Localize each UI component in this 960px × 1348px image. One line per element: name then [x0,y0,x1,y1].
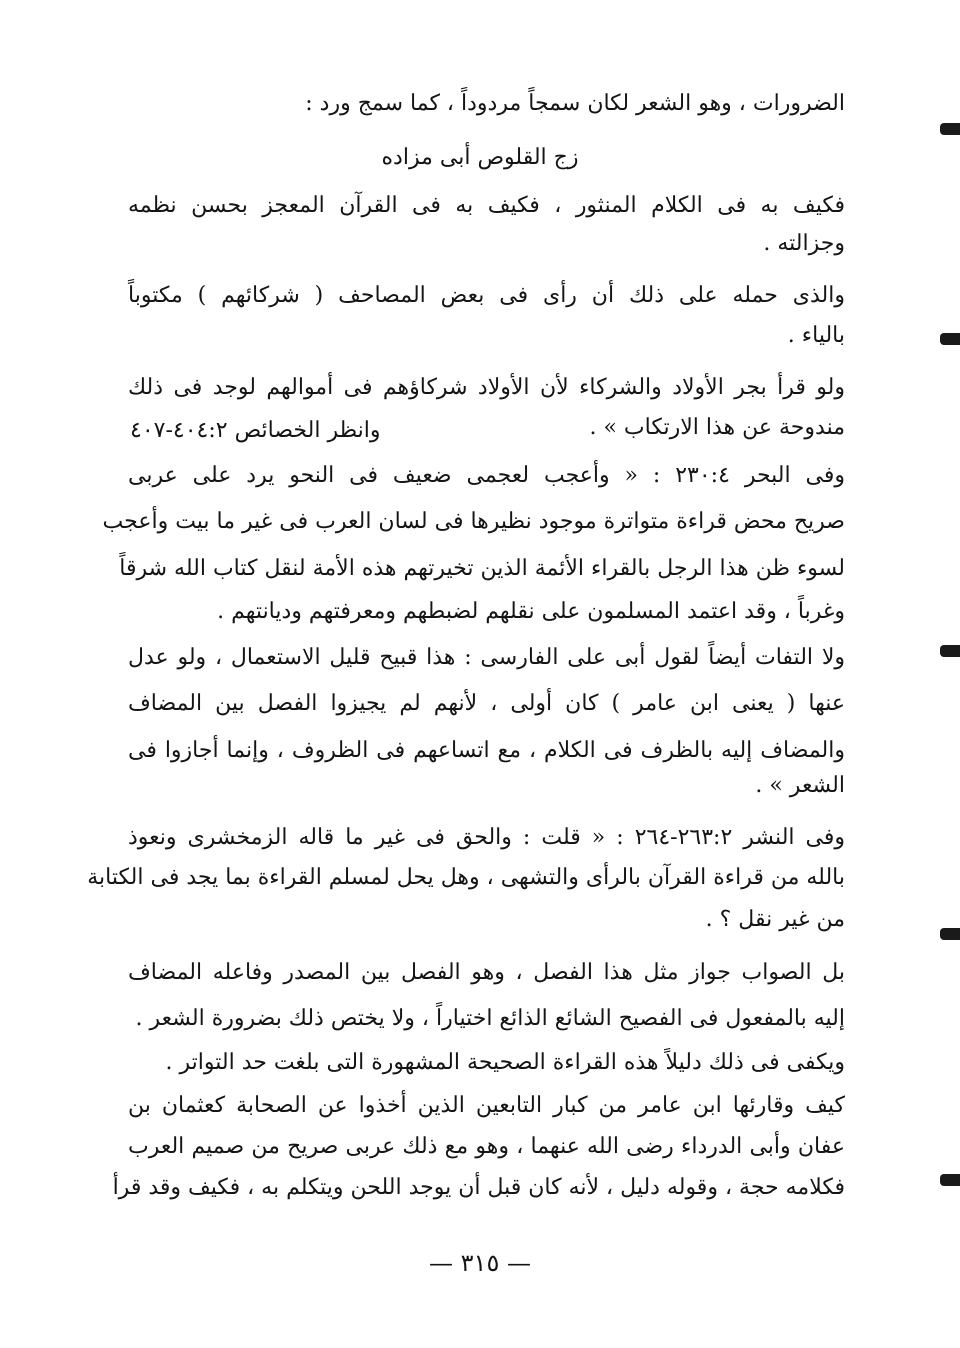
text-line: من غير نقل ؟ . [705,907,845,932]
page-number: — ٣١٥ — [429,1249,531,1277]
text-line: عفان وأبى الدرداء رضى الله عنهما ، وهو مع ذلك عربى صريح من صميم العرب [128,1134,845,1159]
text-line: ويكفى فى ذلك دليلاً هذه القراءة الصحيحة المشهورة التى بلغت حد التواتر . [165,1050,845,1075]
text-line: بل الصواب جواز مثل هذا الفصل ، وهو الفصل بين المصدر وفاعله المضاف [128,960,845,985]
text-line: فكيف به فى الكلام المنثور ، فكيف به فى القرآن المعجز بحسن نظمه [128,193,845,218]
text-line: وغرباً ، وقد اعتمد المسلمون على نقلهم لضبطهم ومعرفتهم وديانتهم . [217,599,845,624]
text-line: وفى النشر ٢٦٣:٢-٢٦٤ : « قلت : والحق فى غير ما قاله الزمخشرى ونعوذ [128,825,846,850]
text-line: وجزالته . [763,231,845,256]
text-line: كيف وقارئها ابن عامر من كبار التابعين الذين أخذوا عن الصحابة كعثمان بن [128,1093,845,1118]
text-line: مندوحة عن هذا الارتكاب » . [589,415,845,440]
text-line: ولا التفات أيضاً لقول أبى على الفارسى : هذا قبيح قليل الاستعمال ، ولو عدل [128,645,845,670]
binding-mark [940,333,960,345]
reference-note: وانظر الخصائص ٤٠٤:٢-٤٠٧ [130,418,381,443]
binding-mark [940,123,960,135]
verse-line: زج القلوص أبى مزاده [381,145,579,170]
text-line: الشعر » . [755,773,845,798]
text-line: بالله من قراءة القرآن بالرأى والتشهى ، وهل يحل لمسلم القراءة بما يجد فى الكتابة [87,865,845,890]
text-line: فكلامه حجة ، وقوله دليل ، لأنه كان قبل أن يوجد اللحن ويتكلم به ، فكيف وقد قرأ [112,1175,845,1200]
text-line: صريح محض قراءة متواترة موجود نظيرها فى لسان العرب فى غير ما بيت وأعجب [102,509,845,534]
text-line: ولو قرأ بجر الأولاد والشركاء لأن الأولاد شركاؤهم فى أموالهم لوجد فى ذلك [128,375,845,400]
text-line: لسوء ظن هذا الرجل بالقراء الأئمة الذين تخيرتهم هذه الأمة لنقل كتاب الله شرقاً [119,556,845,581]
text-line: وفى البحر ٢٣٠:٤ : « وأعجب لعجمى ضعيف فى النحو يرد على عربى [128,463,845,488]
text-line: الضرورات ، وهو الشعر لكان سمجاً مردوداً ، كما سمج ورد : [305,91,845,116]
binding-mark [940,1174,960,1186]
text-line: والمضاف إليه بالظرف فى الكلام ، مع اتساعهم فى الظروف ، وإنما أجازوا فى [128,738,845,763]
binding-mark [940,928,960,940]
text-line: بالياء . [787,323,845,348]
text-line: عنها ( يعنى ابن عامر ) كان أولى ، لأنهم لم يجيزوا الفصل بين المضاف [128,691,845,716]
text-line: إليه بالمفعول فى الفصيح الشائع الذائع اختياراً ، ولا يختص ذلك بضرورة الشعر . [135,1006,845,1031]
binding-mark [940,645,960,657]
text-line: والذى حمله على ذلك أن رأى فى بعض المصاحف ( شركائهم ) مكتوباً [128,283,845,308]
